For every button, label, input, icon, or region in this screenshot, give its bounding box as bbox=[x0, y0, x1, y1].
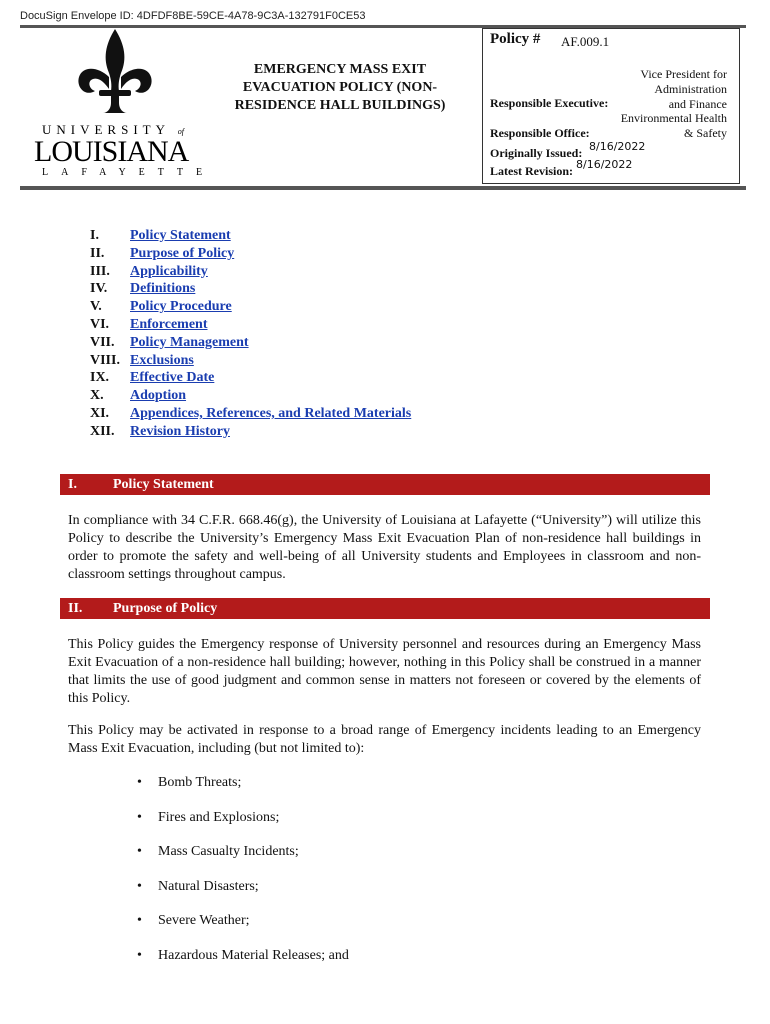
latest-revision-value: 8/16/2022 bbox=[576, 158, 633, 171]
toc-link-revision-history[interactable]: Revision History bbox=[130, 423, 230, 439]
toc-link-policy-statement[interactable]: Policy Statement bbox=[130, 228, 231, 243]
toc-link-policy-procedure[interactable]: Policy Procedure bbox=[130, 299, 232, 315]
toc-item: III. Applicability bbox=[90, 263, 208, 279]
originally-issued-value: 8/16/2022 bbox=[589, 140, 646, 153]
logo-university-text: UNIVERSITY of bbox=[42, 122, 184, 137]
toc-link-definitions[interactable]: Definitions bbox=[130, 281, 196, 297]
policy-title: EMERGENCY MASS EXIT EVACUATION POLICY (NON-RESIDENCE HALL BUILDINGS) bbox=[234, 62, 446, 113]
responsible-office-label: Responsible Office: bbox=[490, 126, 590, 140]
toc-link-applicability[interactable]: Applicability bbox=[130, 263, 208, 279]
responsible-executive-value: Vice President for Administration and Finance bbox=[640, 67, 727, 111]
bullet-icon: • bbox=[137, 809, 142, 825]
bullet-icon: • bbox=[137, 947, 142, 963]
toc-link-effective-date[interactable]: Effective Date bbox=[130, 370, 215, 386]
policy-statement-text: In compliance with 34 C.F.R. 668.46(g), the University of Louisiana at Lafayette (“University”) will utilize this Policy to describe the University’s Emergency Mass Exit Evacuation Plan of non-residence hall buildings in order to promote the safety and well-being of all University students and Employees in classroom and non-classroom settings throughout campus. bbox=[68, 513, 701, 582]
toc-item: IX. Effective Date bbox=[90, 370, 215, 386]
policy-info-box bbox=[482, 28, 740, 184]
list-item: • Fires and Explosions; bbox=[137, 809, 280, 825]
docusign-envelope-id: DocuSign Envelope ID: 4DFDF8BE-59CE-4A78-9C3A-132791F0CE53 bbox=[20, 10, 366, 22]
header-bottom-rule bbox=[20, 186, 746, 190]
fleur-de-lis-icon bbox=[75, 27, 155, 119]
policy-number: AF.009.1 bbox=[561, 34, 610, 49]
responsible-executive-label: Responsible Executive: bbox=[490, 96, 609, 110]
toc-link-purpose-of-policy[interactable]: Purpose of Policy bbox=[130, 245, 235, 261]
toc-link-adoption[interactable]: Adoption bbox=[130, 388, 187, 404]
bullet-icon: • bbox=[137, 913, 142, 928]
logo-lafayette-text: LAFAYETTE bbox=[42, 167, 216, 178]
purpose-paragraph-1: This Policy guides the Emergency response of University personnel and resources during an Emergency Mass Exit Evacuation of a non-residence hall building; however, nothing in this Policy shall be construed in a manner that limits the use of good judgment and common sense in matters not foreseen or covered by the elements of this Policy. bbox=[68, 637, 701, 706]
toc-link-appendices[interactable]: Appendices, References, and Related Materials bbox=[130, 405, 412, 421]
toc-item: XI. Appendices, References, and Related Materials bbox=[90, 405, 412, 421]
toc-link-enforcement[interactable]: Enforcement bbox=[130, 316, 208, 332]
toc-item: IV. Definitions bbox=[90, 281, 196, 297]
toc-item: VII. Policy Management bbox=[90, 334, 249, 350]
list-item: • Hazardous Material Releases; and bbox=[137, 947, 349, 963]
university-logo bbox=[30, 27, 216, 178]
section-header-purpose-of-policy: II. Purpose of Policy bbox=[60, 598, 710, 619]
bullet-icon: • bbox=[137, 775, 142, 790]
responsible-office-value: Environmental Health & Safety bbox=[620, 111, 727, 140]
originally-issued-label: Originally Issued: bbox=[490, 146, 583, 160]
toc-item: VIII. Exclusions bbox=[90, 352, 194, 368]
list-item: • Bomb Threats; bbox=[137, 775, 242, 790]
incident-bullet-list bbox=[137, 774, 349, 981]
logo-louisiana-text: LOUISIANA bbox=[34, 135, 189, 168]
bullet-icon: • bbox=[137, 844, 142, 859]
toc-link-exclusions[interactable]: Exclusions bbox=[130, 352, 194, 368]
toc-item: VI. Enforcement bbox=[90, 316, 208, 332]
list-item: • Severe Weather; bbox=[137, 913, 250, 928]
section-header-policy-statement: I. Policy Statement bbox=[60, 474, 710, 495]
toc-link-policy-management[interactable]: Policy Management bbox=[130, 334, 249, 350]
toc-item: II. Purpose of Policy bbox=[90, 245, 235, 261]
latest-revision-label: Latest Revision: bbox=[490, 164, 573, 178]
toc-item: X. Adoption bbox=[90, 388, 187, 404]
list-item: • Natural Disasters; bbox=[137, 878, 259, 894]
table-of-contents bbox=[90, 227, 411, 441]
policy-number-label: Policy # bbox=[490, 31, 541, 47]
purpose-paragraph-2: This Policy may be activated in response to a broad range of Emergency incidents leading to an Emergency Mass Exit Evacuation, including (but not limited to): bbox=[68, 723, 701, 756]
toc-item: V. Policy Procedure bbox=[90, 299, 232, 315]
list-item: • Mass Casualty Incidents; bbox=[137, 844, 299, 859]
toc-item: XII. Revision History bbox=[90, 423, 230, 439]
toc-item: I. Policy Statement bbox=[90, 228, 231, 243]
bullet-icon: • bbox=[137, 878, 142, 894]
